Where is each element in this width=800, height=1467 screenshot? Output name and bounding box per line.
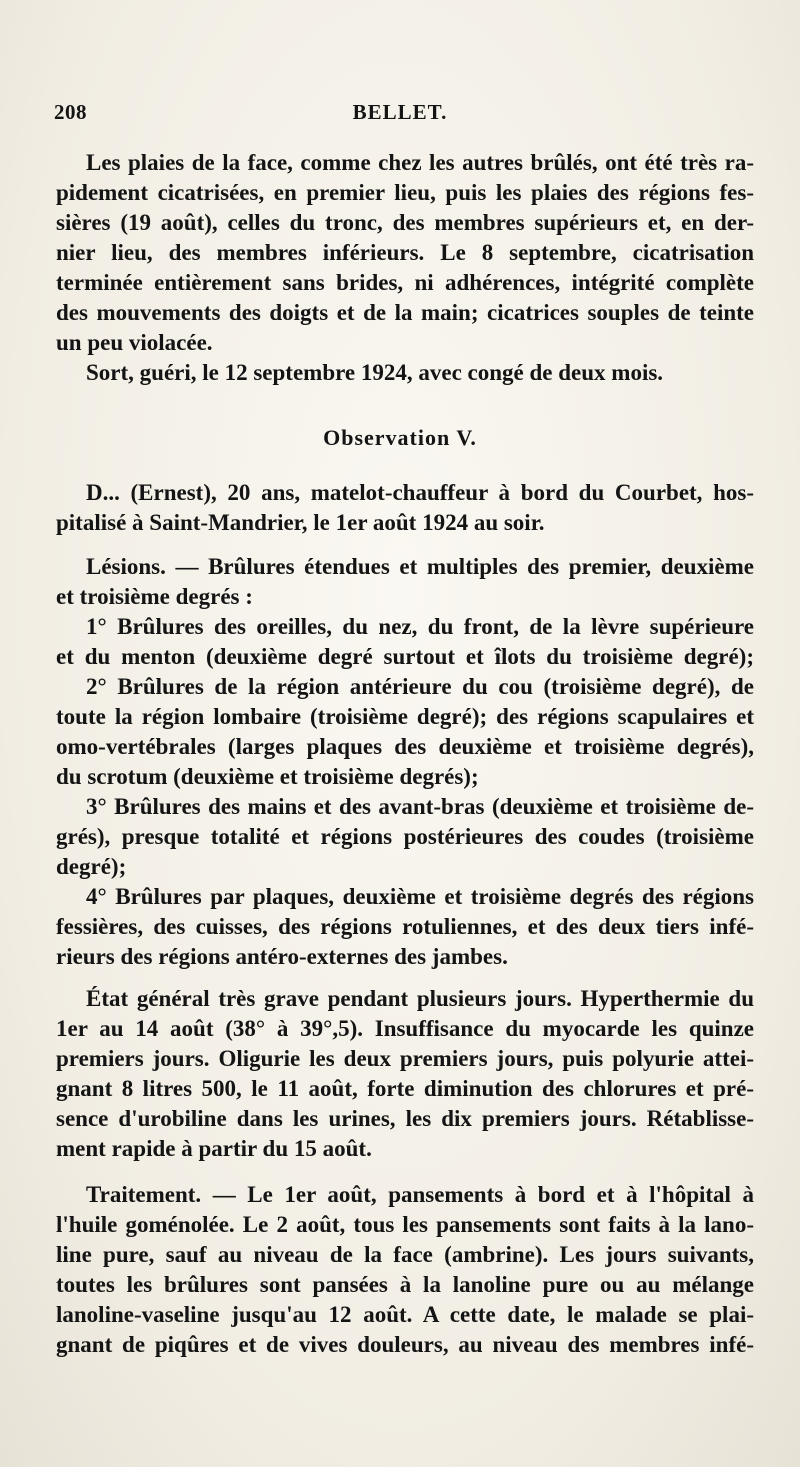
text-line: lanoline-vaseline jusqu'au 12 août. A cette date, le malade se plai- (56, 1302, 754, 1327)
text-line: toutes les brûlures sont pansées à la lanoline pure ou au mélange (56, 1272, 754, 1297)
text-line: l'huile goménolée. Le 2 août, tous les pansements sont faits à la lano- (56, 1212, 754, 1237)
text-line: nier lieu, des membres inférieurs. Le 8 septembre, cicatrisation (56, 240, 754, 265)
text-line: des mouvements des doigts et de la main; cicatrices souples de teinte (56, 300, 754, 325)
paragraph-healing (56, 148, 754, 388)
running-head: BELLET. (352, 100, 448, 124)
text-line: sières (19 août), celles du tronc, des membres supérieurs et, en der- (56, 210, 754, 235)
text-line: et troisième degrés : (56, 584, 253, 609)
text-line: 4° Brûlures par plaques, deuxième et troisième degrés des régions (86, 884, 754, 909)
text-line: Lésions. — Brûlures étendues et multiples des premier, deuxième (86, 554, 754, 579)
text-line: omo-vertébrales (larges plaques des deuxième et troisième degrés), (56, 734, 754, 759)
text-line: toute la région lombaire (troisième degré); des régions scapulaires et (56, 704, 754, 729)
text-line: rieurs des régions antéro-externes des jambes. (56, 944, 508, 969)
text-line: et du menton (deuxième degré surtout et îlots du troisième degré); (56, 644, 754, 669)
text-line: grés), presque totalité et régions postérieures des coudes (troisième (56, 824, 754, 849)
text-line: line pure, sauf au niveau de la face (ambrine). Les jours suivants, (56, 1242, 754, 1267)
blank-line (56, 1164, 754, 1180)
text-line: D... (Ernest), 20 ans, matelot-chauffeur à bord du Courbet, hos- (86, 480, 754, 505)
text-line: 2° Brûlures de la région antérieure du cou (troisième degré), de (86, 674, 754, 699)
observation-heading: Observation V. (323, 425, 477, 450)
text-line: pitalisé à Saint-Mandrier, le 1er août 1924 au soir. (56, 510, 545, 535)
text-line: terminée entièrement sans brides, ni adhérences, intégrité complète (56, 270, 754, 295)
text-line: État général très grave pendant plusieurs jours. Hyperthermie du (86, 986, 754, 1011)
text-line: gnant 8 litres 500, le 11 août, forte diminution des chlorures et pré- (56, 1076, 754, 1101)
page-header (54, 100, 746, 134)
text-line: ment rapide à partir du 15 août. (56, 1136, 372, 1161)
blank-line (56, 972, 754, 984)
text-line: gnant de piqûres et de vives douleurs, au niveau des membres infé- (56, 1332, 754, 1357)
text-line: 3° Brûlures des mains et des avant-bras (deuxième et troisième de- (86, 794, 754, 819)
text-line: Traitement. — Le 1er août, pansements à bord et à l'hôpital à (86, 1182, 754, 1207)
text-line: un peu violacée. (56, 330, 213, 355)
text-line: Les plaies de la face, comme chez les autres brûlés, ont été très ra- (86, 150, 754, 175)
text-line: premiers jours. Oligurie les deux premiers jours, puis polyurie attei- (56, 1046, 754, 1071)
text-line: pidement cicatrisées, en premier lieu, puis les plaies des régions fes- (56, 180, 754, 205)
text-line: fessières, des cuisses, des régions rotuliennes, et des deux tiers infé- (56, 914, 754, 939)
text-line: du scrotum (deuxième et troisième degrés); (56, 764, 479, 789)
observation-body (56, 478, 754, 1360)
text-line: 1° Brûlures des oreilles, du nez, du front, de la lèvre supérieure (86, 614, 754, 639)
text-line: Sort, guéri, le 12 septembre 1924, avec congé de deux mois. (86, 360, 664, 385)
blank-line (56, 538, 754, 552)
text-line: degré); (56, 854, 127, 879)
text-line: 1er au 14 août (38° à 39°,5). Insuffisance du myocarde les quinze (56, 1016, 754, 1041)
page-number: 208 (54, 100, 87, 124)
text-line: sence d'urobiline dans les urines, les dix premiers jours. Rétablisse- (56, 1106, 754, 1131)
